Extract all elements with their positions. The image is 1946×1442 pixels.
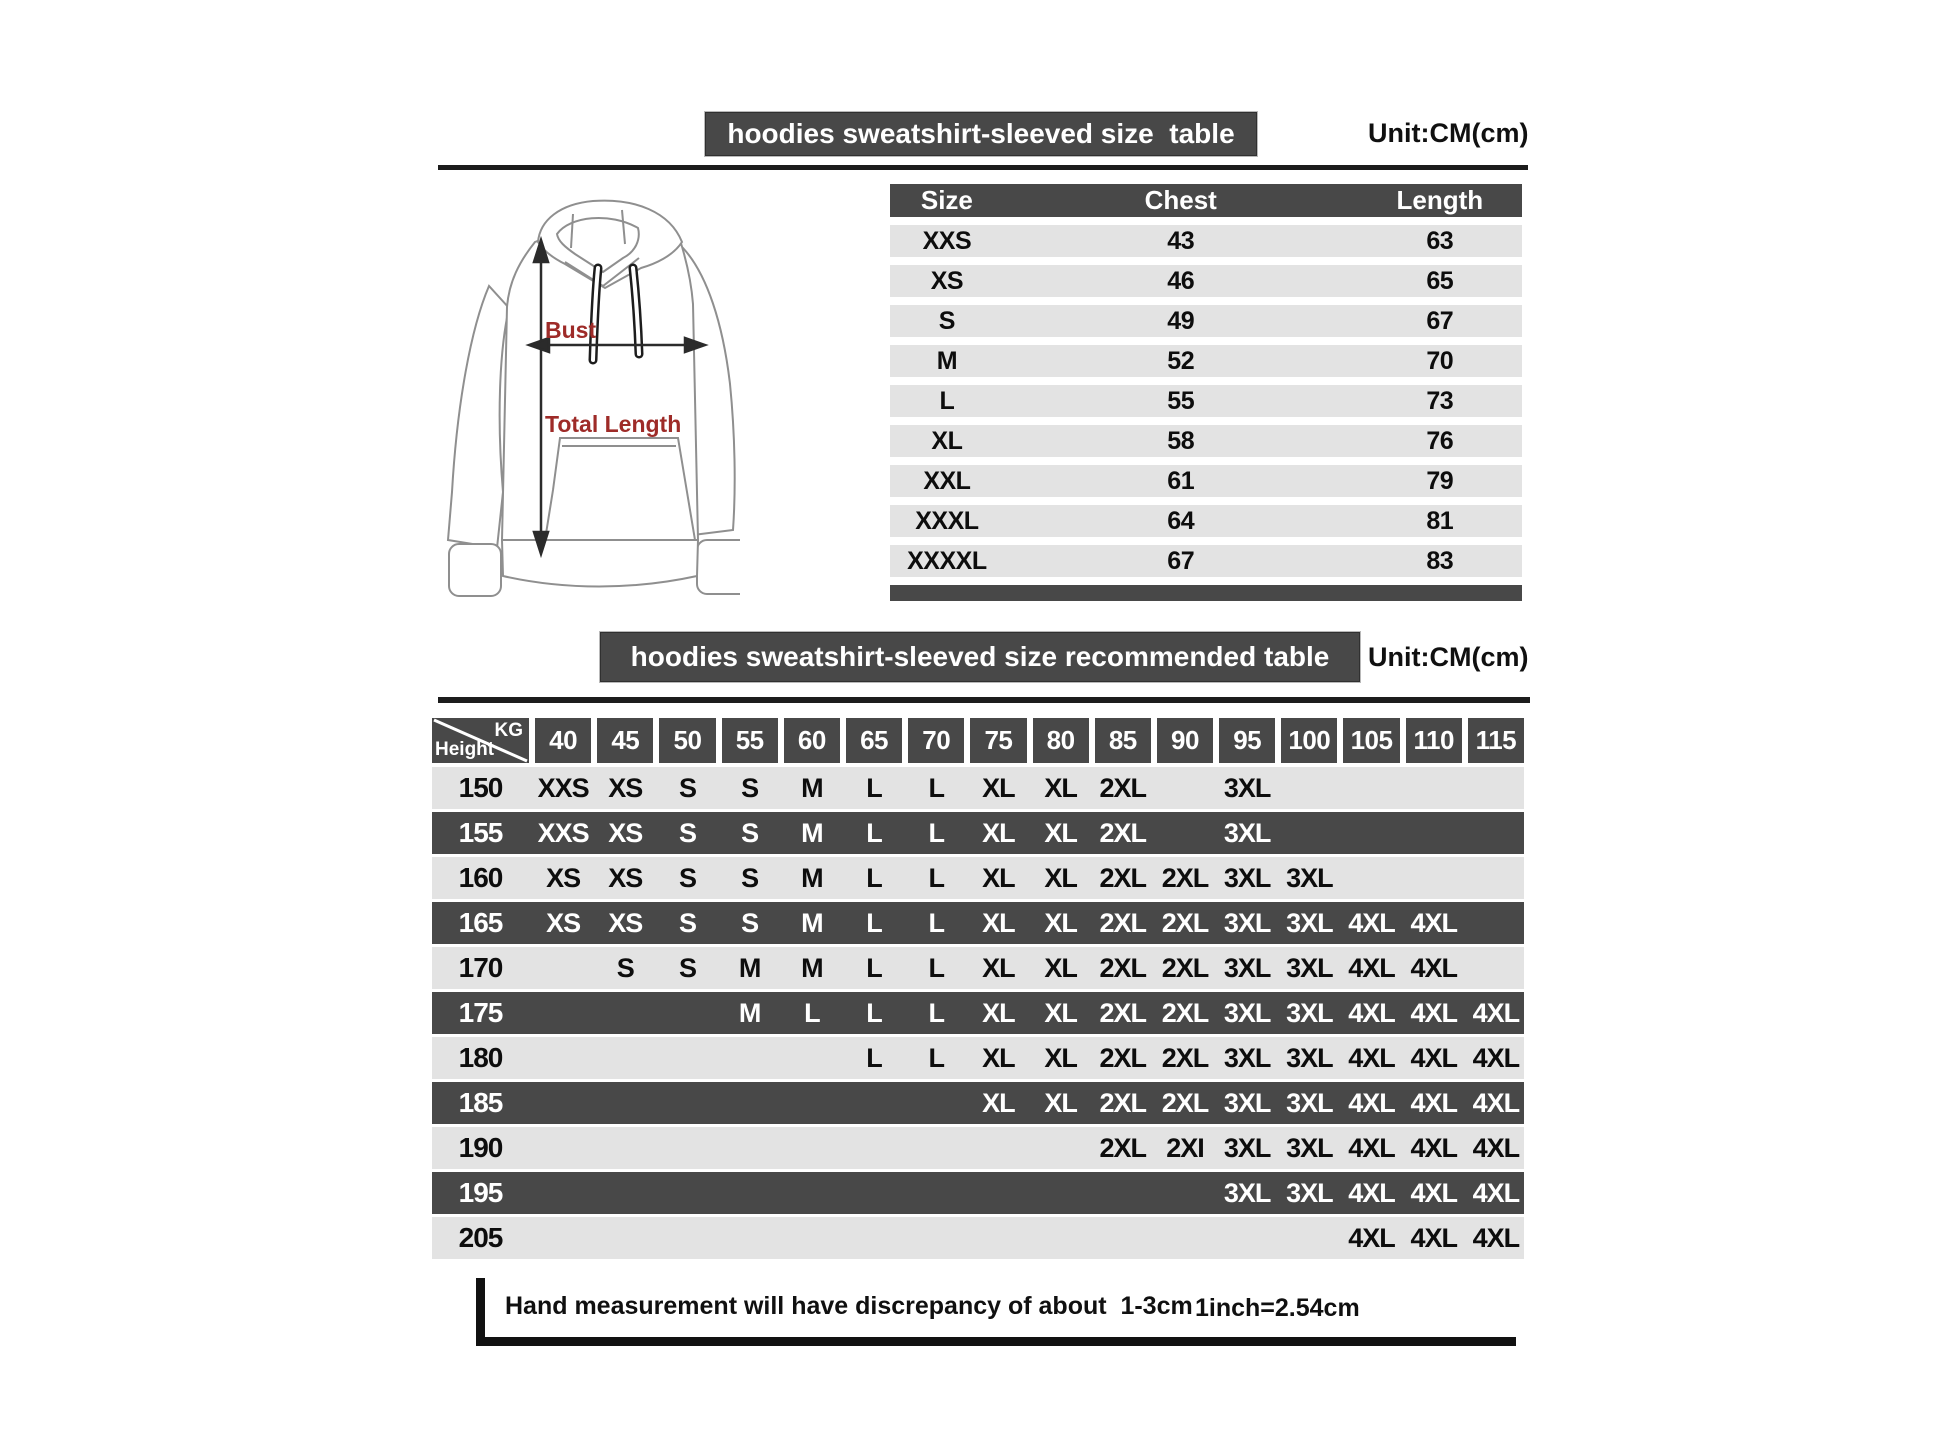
chest-value: 61 [1167, 466, 1195, 495]
chest-value: 55 [1167, 386, 1195, 415]
recommended-size-cell: 3XL [1223, 1087, 1271, 1118]
recommended-size-cell: 4XL [1410, 907, 1457, 938]
recommend-table-row [432, 1082, 1524, 1124]
chest-value: 49 [1167, 306, 1195, 335]
recommended-size-cell: 3XL [1223, 1132, 1271, 1163]
recommended-size-cell: S [678, 862, 696, 893]
size-value: XXS [922, 226, 972, 255]
length-value: 70 [1426, 346, 1454, 375]
length-value: 79 [1426, 466, 1454, 495]
recommended-size-cell: 2XI [1166, 1132, 1204, 1163]
height-row-label: 160 [458, 862, 503, 893]
recommend-table-row [432, 1172, 1524, 1214]
recommend-table [432, 718, 1524, 1262]
chest-value: 46 [1167, 266, 1195, 295]
recommended-size-cell: 3XL [1223, 997, 1271, 1028]
weight-header-cell: 105 [1343, 718, 1399, 763]
recommended-size-cell: XL [982, 1042, 1015, 1073]
size-table-row [890, 505, 1522, 537]
recommended-size-cell: XL [1044, 772, 1077, 803]
weight-header-cell: 110 [1406, 718, 1462, 763]
recommend-table-body [432, 767, 1524, 1259]
recommended-size-cell: 4XL [1348, 1087, 1395, 1118]
recommended-size-cell: L [928, 862, 944, 893]
recommended-size-cell: 4XL [1472, 1177, 1520, 1208]
weight-header-cell: 65 [846, 718, 902, 763]
recommended-size-cell: L [866, 997, 882, 1028]
recommended-size-cell: 2XL [1161, 907, 1209, 938]
length-value: 73 [1426, 386, 1454, 415]
chest-value: 58 [1167, 426, 1195, 455]
recommended-size-cell: XL [1044, 817, 1077, 848]
recommended-size-cell: L [866, 907, 882, 938]
recommended-size-cell: L [866, 817, 882, 848]
height-row-label: 185 [458, 1087, 503, 1118]
chest-value: 67 [1167, 546, 1195, 575]
size-value: S [938, 306, 955, 335]
recommended-size-cell: 3XL [1223, 772, 1271, 803]
recommended-size-cell: 4XL [1348, 1132, 1395, 1163]
total-length-label: Total Length [545, 411, 682, 437]
recommended-size-cell: S [741, 772, 759, 803]
recommended-size-cell: 2XL [1099, 817, 1147, 848]
size-table-banner-text: hoodies sweatshirt-sleeved size table [727, 118, 1235, 149]
size-column-header: Size [920, 185, 973, 215]
recommended-size-cell: 3XL [1286, 952, 1333, 983]
recommended-size-cell: L [928, 772, 944, 803]
recommended-size-cell: 4XL [1348, 1222, 1395, 1253]
recommended-size-cell: 4XL [1472, 997, 1520, 1028]
chest-value: 43 [1167, 226, 1195, 255]
recommended-size-cell: 3XL [1286, 907, 1333, 938]
recommended-size-cell: XL [1044, 952, 1077, 983]
weight-header-cell: 55 [722, 718, 778, 763]
recommend-table-row [432, 902, 1524, 944]
inch-conversion-note: 1inch=2.54cm [1195, 1294, 1360, 1322]
height-row-label: 175 [458, 997, 503, 1028]
size-table-header-row [890, 184, 1522, 217]
size-value: L [939, 386, 955, 415]
recommended-size-cell: XL [982, 1087, 1015, 1118]
divider-rule-top [438, 165, 1528, 170]
recommended-size-cell: XS [608, 862, 643, 893]
size-value: XS [930, 266, 964, 295]
recommended-size-cell: XS [608, 772, 643, 803]
length-value: 83 [1426, 546, 1454, 575]
height-row-label: 170 [458, 952, 503, 983]
recommended-size-cell: XS [608, 817, 643, 848]
weight-header-cell: 60 [784, 718, 840, 763]
recommended-size-cell: 2XL [1161, 1087, 1209, 1118]
recommended-size-cell: 2XL [1099, 1087, 1147, 1118]
recommended-size-cell: 3XL [1223, 817, 1271, 848]
recommended-size-cell: 2XL [1161, 862, 1209, 893]
size-table [890, 184, 1522, 601]
chest-value: 52 [1167, 346, 1195, 375]
recommend-table-row [432, 857, 1524, 899]
recommended-size-cell: 2XL [1161, 1042, 1209, 1073]
recommended-size-cell: 2XL [1099, 997, 1147, 1028]
recommended-size-cell: L [804, 997, 820, 1028]
weight-header-cell: 85 [1095, 718, 1151, 763]
length-value: 76 [1426, 426, 1454, 455]
recommended-size-cell: 2XL [1161, 952, 1209, 983]
footer-left-bar [476, 1278, 485, 1346]
recommended-size-cell: 3XL [1286, 1177, 1333, 1208]
size-table-body [890, 225, 1522, 577]
weight-header-cell: 80 [1033, 718, 1089, 763]
length-value: 65 [1426, 266, 1454, 295]
recommended-size-cell: 2XL [1099, 1132, 1147, 1163]
recommend-table-row [432, 1127, 1524, 1169]
recommended-size-cell: 3XL [1286, 1042, 1333, 1073]
size-table-row [890, 305, 1522, 337]
recommended-size-cell: 4XL [1410, 1177, 1457, 1208]
recommended-size-cell: S [678, 907, 696, 938]
size-table-row [890, 265, 1522, 297]
weight-header-cell: 50 [659, 718, 715, 763]
weight-header-cell: 115 [1468, 718, 1524, 763]
recommended-size-cell: XL [982, 817, 1015, 848]
recommended-size-cell: 3XL [1223, 907, 1271, 938]
recommended-size-cell: S [741, 907, 759, 938]
recommended-size-cell: 3XL [1223, 862, 1271, 893]
height-row-label: 150 [458, 772, 503, 803]
recommended-size-cell: M [738, 997, 761, 1028]
size-table-row [890, 385, 1522, 417]
size-table-row [890, 425, 1522, 457]
hoodie-illustration [445, 192, 740, 604]
size-value: M [936, 346, 958, 375]
recommended-size-cell: XL [982, 952, 1015, 983]
size-table-bottom-bar [890, 585, 1522, 601]
recommended-size-cell: 2XL [1161, 997, 1209, 1028]
recommended-size-cell: 4XL [1348, 997, 1395, 1028]
recommended-size-cell: XS [546, 862, 581, 893]
recommend-table-row [432, 1037, 1524, 1079]
length-value: 81 [1426, 506, 1454, 535]
recommended-size-cell: 3XL [1223, 1177, 1271, 1208]
recommended-size-cell: M [801, 952, 823, 983]
weight-header-cell: 40 [535, 718, 591, 763]
bust-label: Bust [545, 317, 597, 343]
recommended-size-cell: L [866, 952, 882, 983]
recommended-size-cell: L [866, 862, 882, 893]
size-value: XXL [923, 466, 971, 495]
size-table-unit-label: Unit:CM(cm) [1368, 117, 1529, 148]
measurement-discrepancy-note: Hand measurement will have discrepancy of about 1-3cm [505, 1292, 1193, 1320]
recommended-size-cell: 3XL [1286, 1087, 1333, 1118]
size-table-row [890, 225, 1522, 257]
weight-header-cell: 100 [1281, 718, 1337, 763]
recommended-size-cell: M [801, 817, 823, 848]
recommended-size-cell: 4XL [1348, 952, 1395, 983]
height-row-label: 205 [458, 1222, 503, 1253]
recommended-size-cell: 2XL [1099, 1042, 1147, 1073]
recommended-size-cell: XL [1044, 997, 1077, 1028]
recommended-size-cell: M [801, 862, 823, 893]
recommended-size-cell: XL [1044, 1087, 1077, 1118]
recommended-size-cell: M [801, 772, 823, 803]
recommend-table-row [432, 812, 1524, 854]
recommended-size-cell: S [678, 772, 696, 803]
recommended-size-cell: 3XL [1223, 1042, 1271, 1073]
weight-header-cell: 75 [970, 718, 1026, 763]
recommended-size-cell: 4XL [1472, 1132, 1520, 1163]
size-table-row [890, 465, 1522, 497]
recommended-size-cell: S [741, 817, 759, 848]
recommended-size-cell: 4XL [1410, 1132, 1457, 1163]
recommended-size-cell: 3XL [1286, 862, 1333, 893]
hoodie-measurement-diagram [445, 192, 740, 604]
recommended-size-cell: XL [982, 907, 1015, 938]
divider-rule-middle [438, 697, 1530, 703]
recommended-size-cell: S [741, 862, 759, 893]
recommended-size-cell: XL [1044, 1042, 1077, 1073]
recommended-size-cell: 4XL [1472, 1222, 1520, 1253]
recommend-table-banner [600, 632, 1360, 682]
size-value: XXXL [915, 506, 979, 535]
recommended-size-cell: 4XL [1472, 1042, 1520, 1073]
recommended-size-cell: S [616, 952, 634, 983]
recommended-size-cell: 4XL [1348, 1042, 1395, 1073]
size-value: XXXXL [907, 546, 987, 575]
recommended-size-cell: L [928, 817, 944, 848]
recommended-size-cell: 4XL [1410, 997, 1457, 1028]
recommended-size-cell: 4XL [1348, 907, 1395, 938]
recommended-size-cell: XL [982, 772, 1015, 803]
recommended-size-cell: 4XL [1348, 1177, 1395, 1208]
chest-column-header: Chest [1144, 185, 1217, 215]
recommend-table-row [432, 947, 1524, 989]
weight-header-cell: 45 [597, 718, 653, 763]
height-row-label: 190 [458, 1132, 503, 1163]
length-value: 67 [1426, 306, 1454, 335]
recommend-table-row [432, 767, 1524, 809]
recommended-size-cell: 4XL [1472, 1087, 1520, 1118]
recommended-size-cell: XS [546, 907, 581, 938]
recommended-size-cell: 3XL [1223, 952, 1271, 983]
recommended-size-cell: XL [982, 862, 1015, 893]
kg-corner-label: KG [494, 720, 523, 741]
footer-bottom-bar [476, 1337, 1516, 1346]
length-column-header: Length [1396, 185, 1484, 215]
size-table-row [890, 345, 1522, 377]
recommended-size-cell: L [866, 772, 882, 803]
recommended-size-cell: L [928, 952, 944, 983]
height-corner-label: Height [435, 739, 495, 760]
height-row-label: 180 [458, 1042, 503, 1073]
size-value: XL [931, 426, 963, 455]
recommended-size-cell: L [928, 1042, 944, 1073]
recommended-size-cell: XXS [537, 817, 589, 848]
recommend-table-unit-label: Unit:CM(cm) [1368, 641, 1529, 672]
recommended-size-cell: 2XL [1099, 862, 1147, 893]
kg-height-corner-cell [432, 718, 529, 763]
recommended-size-cell: 2XL [1099, 907, 1147, 938]
size-table-row [890, 545, 1522, 577]
recommended-size-cell: L [866, 1042, 882, 1073]
recommended-size-cell: M [801, 907, 823, 938]
recommended-size-cell: 3XL [1286, 1132, 1333, 1163]
length-value: 63 [1426, 226, 1454, 255]
height-row-label: 165 [458, 907, 503, 938]
recommend-table-row [432, 1217, 1524, 1259]
recommended-size-cell: XL [1044, 862, 1077, 893]
recommend-table-row [432, 992, 1524, 1034]
recommended-size-cell: 4XL [1410, 1042, 1457, 1073]
recommended-size-cell: 4XL [1410, 952, 1457, 983]
recommended-size-cell: 4XL [1410, 1222, 1457, 1253]
chest-value: 64 [1167, 506, 1195, 535]
recommended-size-cell: 2XL [1099, 772, 1147, 803]
recommended-size-cell: XL [982, 997, 1015, 1028]
recommended-size-cell: 4XL [1410, 1087, 1457, 1118]
height-row-label: 155 [458, 817, 503, 848]
height-row-label: 195 [458, 1177, 503, 1208]
size-table-banner [705, 112, 1257, 156]
recommend-table-banner-text: hoodies sweatshirt-sleeved size recommended table [630, 641, 1330, 672]
recommended-size-cell: S [678, 952, 696, 983]
weight-header-cell: 90 [1157, 718, 1213, 763]
recommended-size-cell: XL [1044, 907, 1077, 938]
recommended-size-cell: M [738, 952, 761, 983]
recommended-size-cell: 2XL [1099, 952, 1147, 983]
recommended-size-cell: S [678, 817, 696, 848]
recommended-size-cell: XS [608, 907, 643, 938]
weight-header-cell: 70 [908, 718, 964, 763]
weight-header-cell: 95 [1219, 718, 1275, 763]
recommended-size-cell: 3XL [1286, 997, 1333, 1028]
recommended-size-cell: XXS [537, 772, 589, 803]
recommended-size-cell: L [928, 997, 944, 1028]
recommended-size-cell: L [928, 907, 944, 938]
recommend-table-header-row [432, 718, 1524, 763]
